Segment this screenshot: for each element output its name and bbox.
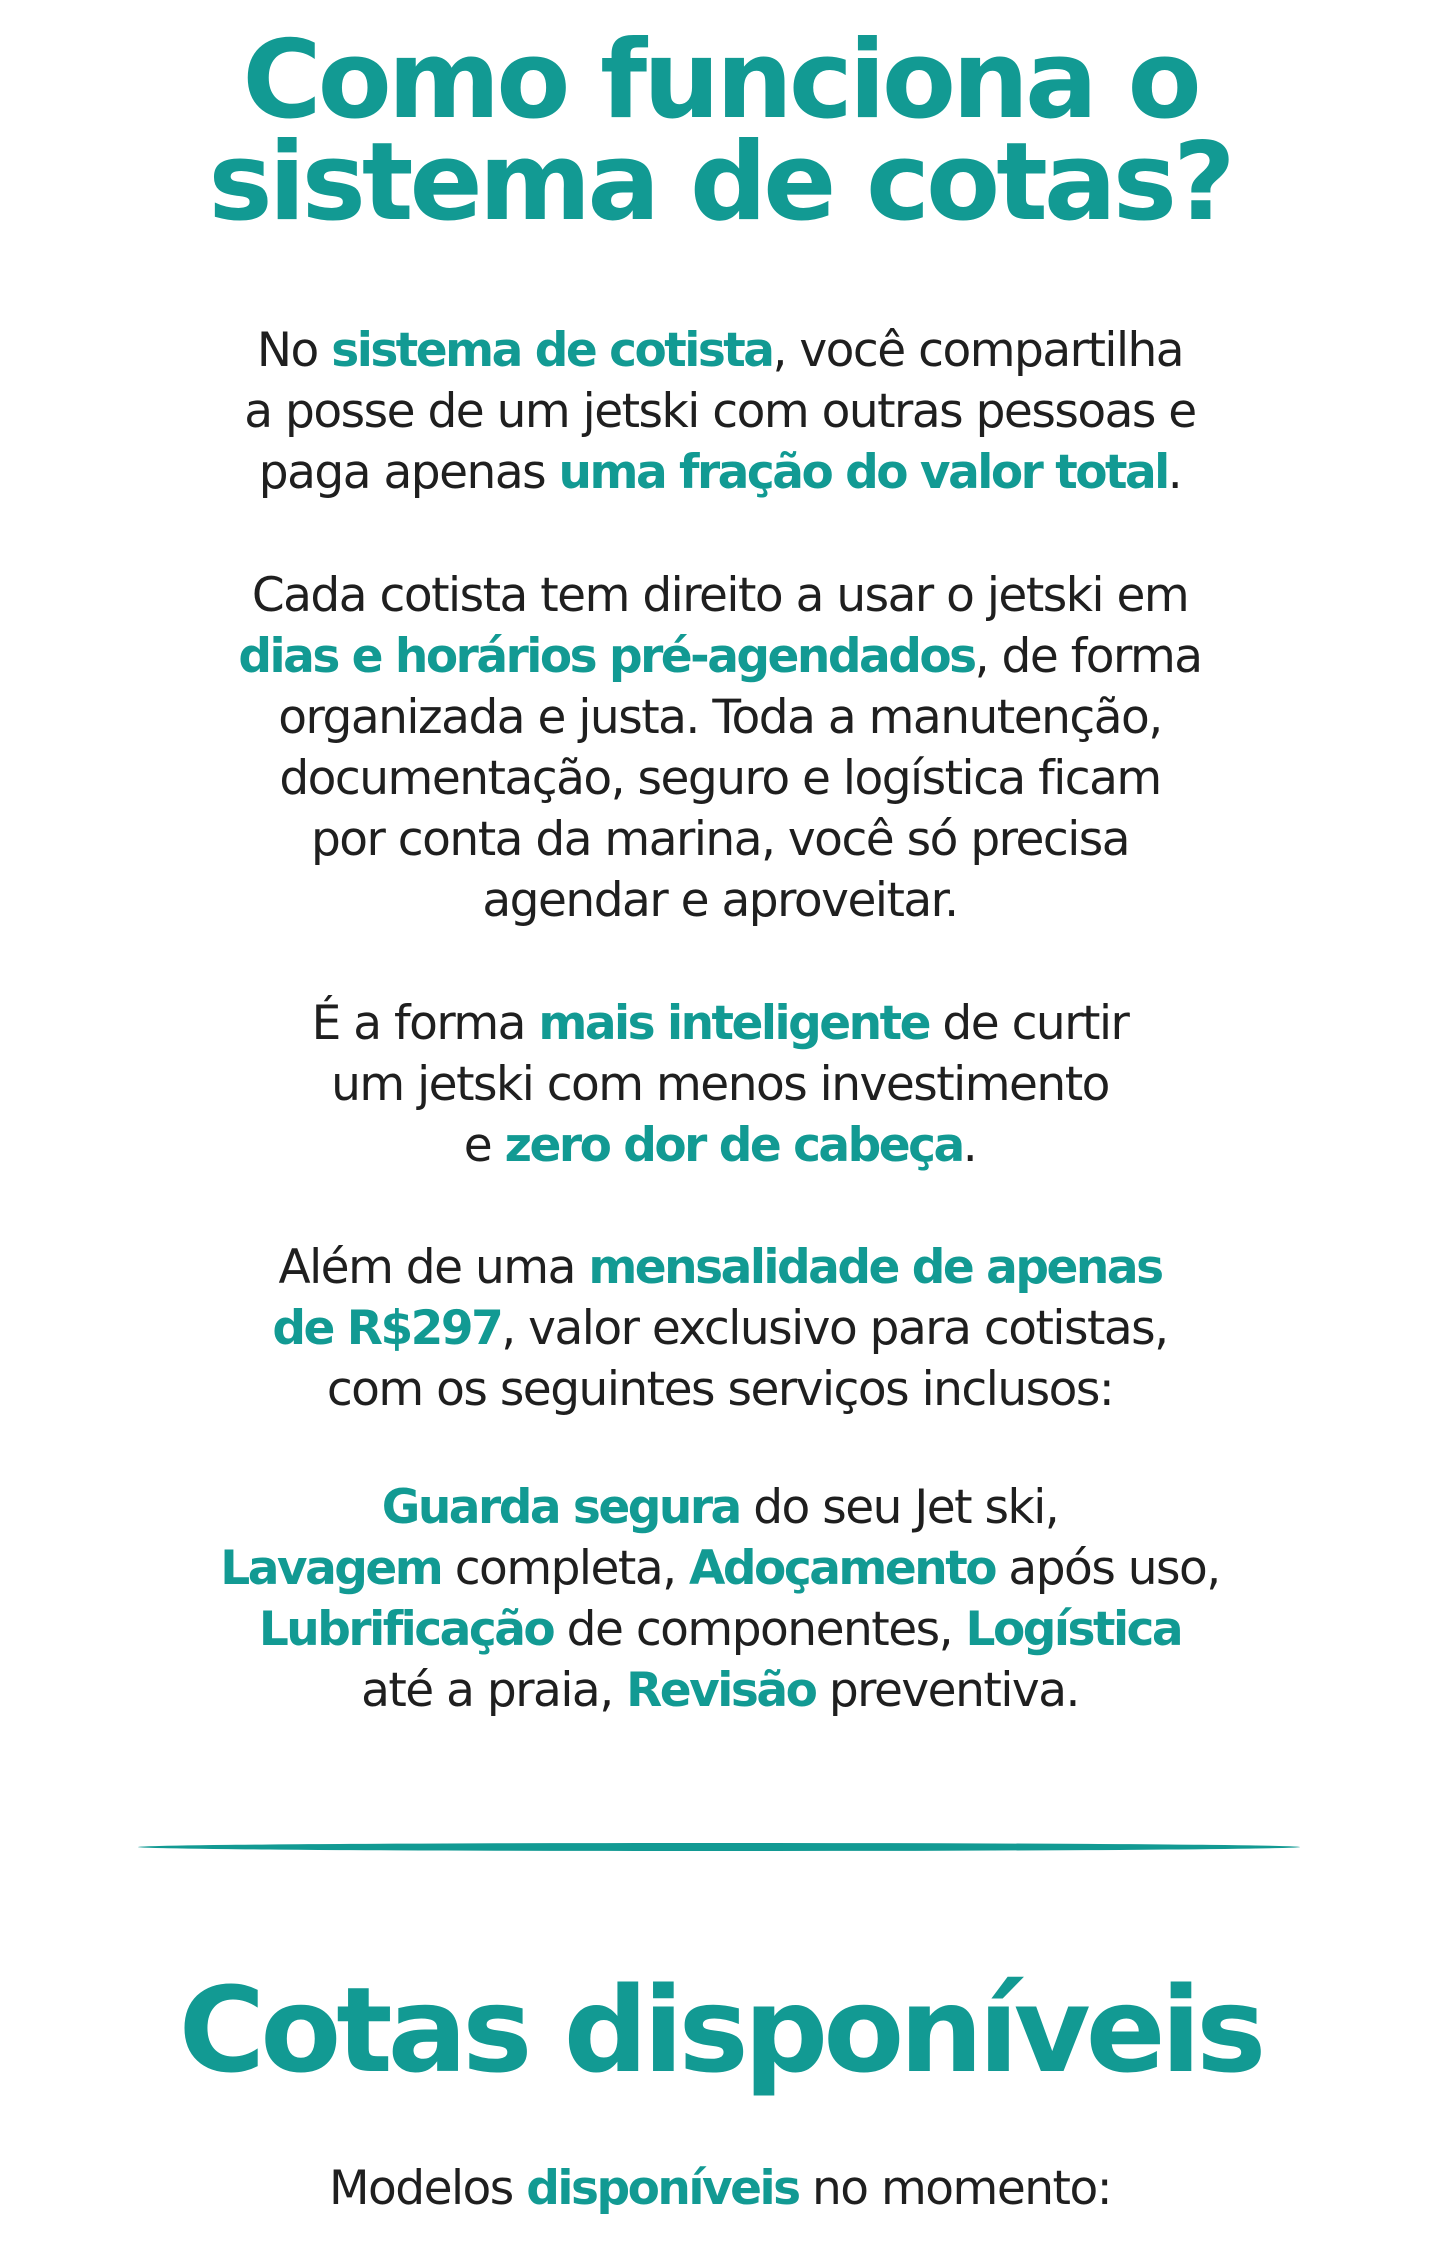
text: e <box>463 1118 505 1173</box>
text: paga apenas <box>258 445 559 500</box>
title-line-2: sistema de cotas? <box>208 120 1232 245</box>
text: Cada cotista tem direito a usar o jetski em <box>251 568 1189 623</box>
highlight-revisao: Revisão <box>626 1663 816 1718</box>
highlight-logistica: Logística <box>965 1602 1182 1657</box>
text: por conta da marina, você só precisa <box>310 812 1130 867</box>
paragraph-smart-way <box>0 993 1440 1176</box>
text: . <box>962 1118 977 1173</box>
highlight-disponiveis: disponíveis <box>526 2161 799 2216</box>
text: Além de uma <box>278 1240 589 1295</box>
text: do seu Jet ski, <box>739 1480 1059 1535</box>
highlight-lavagem: Lavagem <box>220 1541 442 1596</box>
text: No <box>256 323 332 378</box>
highlight-sistema-de-cotista: sistema de cotista <box>331 323 773 378</box>
paragraph-intro <box>0 320 1440 503</box>
text: organizada e justa. Toda a manutenção, <box>278 690 1162 745</box>
highlight-lubrificacao: Lubrificação <box>258 1602 554 1657</box>
section-divider <box>138 1843 1300 1851</box>
text: a posse de um jetski com outras pessoas e <box>244 384 1196 439</box>
text: documentação, seguro e logística ficam <box>279 751 1161 806</box>
text: . <box>1167 445 1182 500</box>
text: no momento: <box>798 2161 1112 2216</box>
text: de curtir <box>928 996 1129 1051</box>
highlight-dias-horarios: dias e horários pré-agendados <box>238 629 975 684</box>
text: completa, <box>441 1541 690 1596</box>
highlight-mensalidade: mensalidade de apenas <box>588 1240 1162 1295</box>
paragraph-services <box>0 1477 1440 1721</box>
paragraph-schedule <box>0 565 1440 931</box>
text: um jetski com menos investimento <box>331 1057 1109 1112</box>
text: preventiva. <box>815 1663 1079 1718</box>
highlight-price: de R$297 <box>272 1301 502 1356</box>
section-title-how-it-works <box>0 18 1440 245</box>
text: agendar e aproveitar. <box>482 873 958 928</box>
title-line-1: Como funciona o <box>242 18 1198 143</box>
highlight-fracao-valor-total: uma fração do valor total <box>558 445 1168 500</box>
text: , valor exclusivo para cotistas, <box>501 1301 1168 1356</box>
highlight-mais-inteligente: mais inteligente <box>538 996 929 1051</box>
subtitle-models-available <box>0 2158 1440 2219</box>
highlight-guarda-segura: Guarda segura <box>381 1480 740 1535</box>
text: É a forma <box>311 996 539 1051</box>
text: até a praia, <box>361 1663 627 1718</box>
text: , de forma <box>974 629 1202 684</box>
section-title-available-quotas: Cotas disponíveis <box>178 1961 1262 2099</box>
text: , você compartilha <box>772 323 1184 378</box>
highlight-zero-dor-de-cabeca: zero dor de cabeça <box>504 1118 963 1173</box>
text: de componentes, <box>553 1602 966 1657</box>
text: após uso, <box>994 1541 1220 1596</box>
highlight-adocamento: Adoçamento <box>689 1541 995 1596</box>
text: Modelos <box>328 2161 527 2216</box>
paragraph-monthly-fee <box>0 1237 1440 1420</box>
text: com os seguintes serviços inclusos: <box>326 1362 1114 1417</box>
